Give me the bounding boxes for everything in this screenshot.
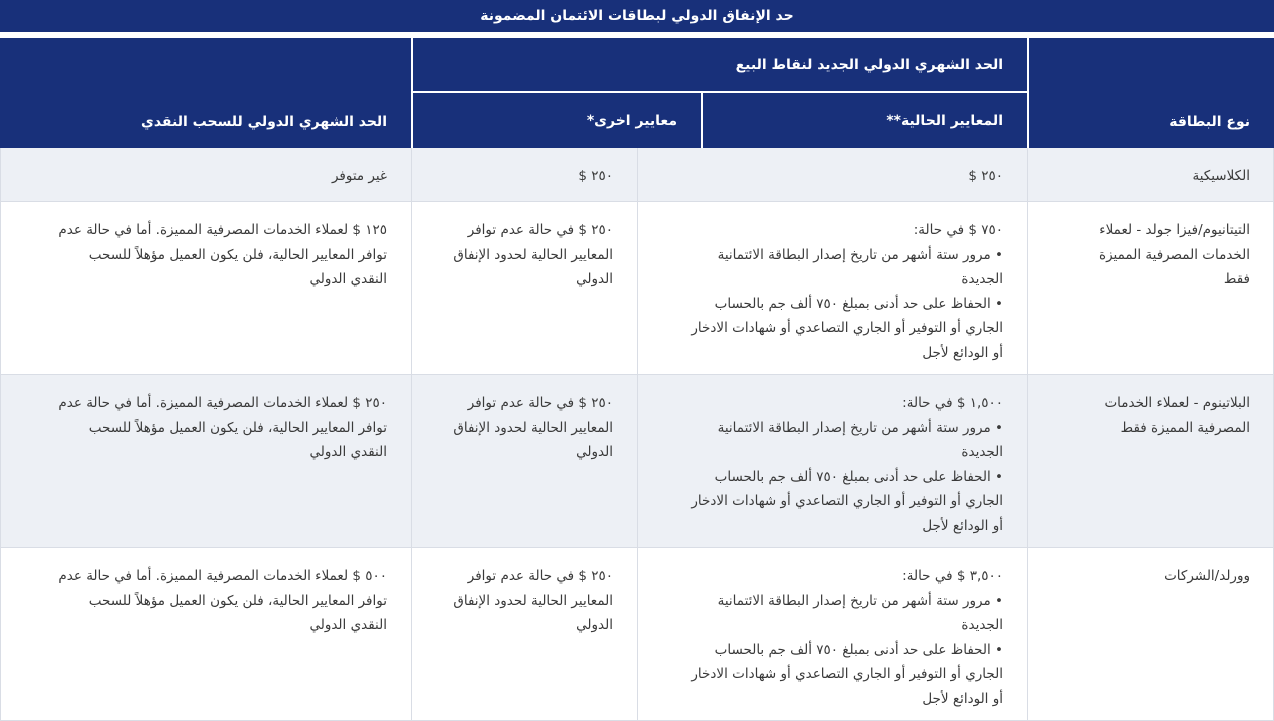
cell-card-type: الكلاسيكية bbox=[1192, 168, 1250, 184]
cell-other-criteria: ٢٥٠ $ bbox=[578, 168, 613, 184]
cell-cash-withdrawal: ١٢٥ $ لعملاء الخدمات المصرفية المميزة. أما في حالة عدم توافر المعايير الحالية، فلن يكون العميل مؤهلاً للسحب النقدي الدولي bbox=[58, 222, 387, 287]
column-divider bbox=[637, 148, 638, 721]
cell-card-type: وورلد/الشركات bbox=[1164, 568, 1250, 584]
cell-current-criteria: ٣,٥٠٠ $ في حالة: • مرور ستة أشهر من تاريخ إصدار البطاقة الائتمانية الجديدة • الحفاظ على حد أدنى بمبلغ ٧٥٠ ألف جم بالحساب الجاري أو التوفير أو الجاري التصاعدي أو شهادات الادخار أو الودائع لأجل bbox=[691, 568, 1003, 707]
cell-card-type: التيتانيوم/فيزا جولد - لعملاء الخدمات المصرفية المميزة فقط bbox=[1099, 222, 1250, 287]
cell-current-criteria: ٢٥٠ $ bbox=[968, 168, 1003, 184]
table-title: حد الإنفاق الدولي لبطاقات الائتمان المضمونة bbox=[0, 0, 1274, 32]
cell-cash-withdrawal: غير متوفر bbox=[331, 168, 387, 184]
header-other-criteria: معايير اخرى* bbox=[586, 112, 677, 129]
cell-card-type: البلاتينوم - لعملاء الخدمات المصرفية المميزة فقط bbox=[1104, 395, 1250, 436]
column-divider bbox=[0, 148, 1, 721]
header-pos-limit: الحد الشهري الدولي الجديد لنقاط البيع bbox=[735, 56, 1003, 73]
column-divider bbox=[411, 148, 412, 721]
header-card-type: نوع البطاقة bbox=[1169, 114, 1250, 130]
header-cash-withdrawal: الحد الشهري الدولي للسحب النقدي bbox=[141, 114, 387, 130]
header-current-criteria: المعايير الحالية** bbox=[886, 112, 1003, 129]
cell-cash-withdrawal: ٥٠٠ $ لعملاء الخدمات المصرفية المميزة. أما في حالة عدم توافر المعايير الحالية، فلن يكون العميل مؤهلاً للسحب النقدي الدولي bbox=[58, 568, 387, 633]
cell-other-criteria: ٢٥٠ $ في حالة عدم توافر المعايير الحالية لحدود الإنفاق الدولي bbox=[453, 222, 613, 287]
cell-current-criteria: ٧٥٠ $ في حالة: • مرور ستة أشهر من تاريخ إصدار البطاقة الائتمانية الجديدة • الحفاظ على حد أدنى بمبلغ ٧٥٠ ألف جم بالحساب الجاري أو التوفير أو الجاري التصاعدي أو شهادات الادخار أو الودائع لأجل bbox=[691, 222, 1003, 361]
cell-other-criteria: ٢٥٠ $ في حالة عدم توافر المعايير الحالية لحدود الإنفاق الدولي bbox=[453, 395, 613, 460]
cell-current-criteria: ١,٥٠٠ $ في حالة: • مرور ستة أشهر من تاريخ إصدار البطاقة الائتمانية الجديدة • الحفاظ على حد أدنى بمبلغ ٧٥٠ ألف جم بالحساب الجاري أو التوفير أو الجاري التصاعدي أو شهادات الادخار أو الودائع لأجل bbox=[691, 395, 1003, 534]
cell-cash-withdrawal: ٢٥٠ $ لعملاء الخدمات المصرفية المميزة. أما في حالة عدم توافر المعايير الحالية، فلن يكون العميل مؤهلاً للسحب النقدي الدولي bbox=[58, 395, 387, 460]
cell-other-criteria: ٢٥٠ $ في حالة عدم توافر المعايير الحالية لحدود الإنفاق الدولي bbox=[453, 568, 613, 633]
column-divider bbox=[1027, 148, 1028, 721]
